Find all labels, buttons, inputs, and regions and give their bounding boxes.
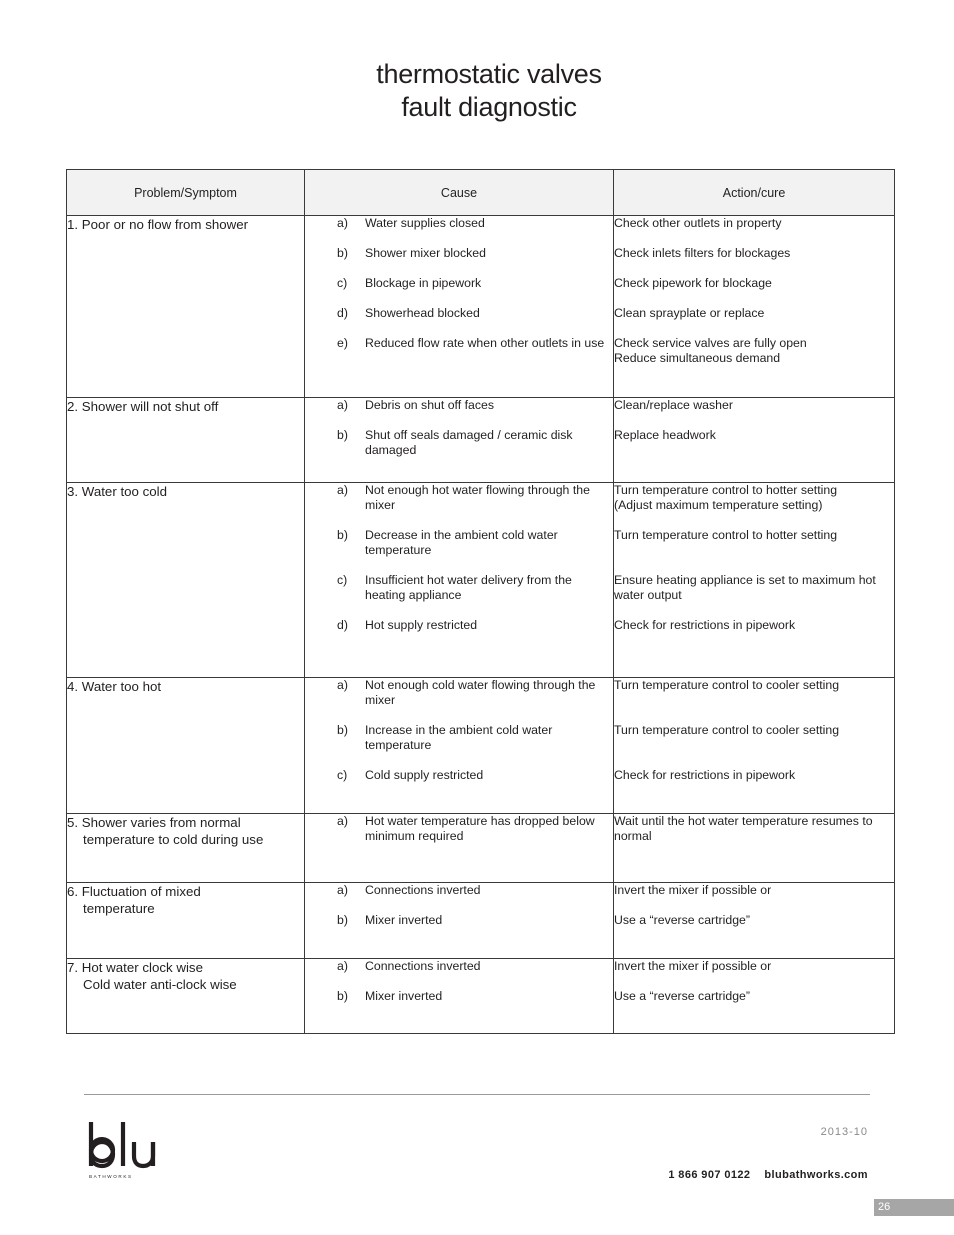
table-row [67,398,895,483]
cause-item [305,573,613,603]
cause-letter: d) [337,306,348,320]
cause-text: Not enough cold water flowing through the mixer [365,678,596,707]
cause-item [305,768,613,783]
action-item [614,723,894,753]
action-cell [614,483,895,678]
cause-letter: e) [337,336,348,350]
cause-item [305,276,613,291]
action-item [614,216,894,231]
svg-text:BATHWORKS: BATHWORKS [89,1174,133,1179]
cause-text: Increase in the ambient cold water temperature [365,723,553,752]
cause-text: Shut off seals damaged / ceramic disk damaged [365,428,573,457]
problem-cell [67,398,305,483]
action-item [614,989,894,1004]
cause-cell [305,483,614,678]
action-text: Turn temperature control to cooler setting [614,723,840,737]
cause-text: Mixer inverted [365,913,443,927]
cause-text: Not enough hot water flowing through the mixer [365,483,590,512]
cause-text: Mixer inverted [365,989,443,1003]
header-problem: Problem/Symptom [67,170,305,216]
cause-letter: c) [337,768,348,782]
problem-text: 3. Water too cold [67,484,168,499]
cause-text: Connections inverted [365,959,481,973]
cause-item [305,989,613,1004]
problem-text: 2. Shower will not shut off [67,399,219,414]
website-link[interactable]: blubathworks.com [764,1169,868,1181]
header-action: Action/cure [614,170,895,216]
cause-letter: a) [337,398,348,412]
action-text: Check service valves are fully open [614,336,807,350]
action-text: Check other outlets in property [614,216,782,230]
action-text: Turn temperature control to cooler setting [614,678,840,692]
cause-item [305,883,613,898]
cause-text: Water supplies closed [365,216,485,230]
cause-item [305,398,613,413]
action-item [614,276,894,291]
cause-letter: a) [337,483,348,497]
cause-item [305,723,613,753]
action-text: Replace headwork [614,428,716,442]
action-text: Turn temperature control to hotter setting [614,528,838,542]
action-item [614,768,894,783]
action-cell [614,398,895,483]
cause-text: Blockage in pipework [365,276,482,290]
action-item [614,336,894,366]
action-cell [614,216,895,398]
cause-letter: c) [337,276,348,290]
cause-letter: b) [337,989,348,1003]
title-line-1: thermostatic valves [376,59,602,89]
problem-cell [67,814,305,883]
table-row [67,483,895,678]
problem-cell [67,959,305,1034]
cause-letter: a) [337,678,348,692]
action-item [614,883,894,898]
cause-item [305,913,613,928]
cause-item [305,428,613,458]
action-text-continued: (Adjust maximum temperature setting) [614,498,823,512]
cause-letter: b) [337,913,348,927]
cause-text: Shower mixer blocked [365,246,486,260]
cause-text: Showerhead blocked [365,306,480,320]
action-item [614,428,894,458]
action-item [614,573,894,603]
problem-cell [67,216,305,398]
cause-letter: d) [337,618,348,632]
cause-text: Cold supply restricted [365,768,484,782]
action-item [614,913,894,928]
cause-cell [305,216,614,398]
table-row [67,216,895,398]
action-item [614,959,894,974]
cause-item [305,678,613,708]
cause-text: Decrease in the ambient cold water temperature [365,528,558,557]
cause-cell [305,883,614,959]
cause-item [305,959,613,974]
problem-cell [67,883,305,959]
cause-text: Insufficient hot water delivery from the heating appliance [365,573,572,602]
blu-bathworks-logo [88,1118,168,1180]
action-text: Check for restrictions in pipework [614,768,796,782]
cause-letter: a) [337,959,348,973]
table-row [67,814,895,883]
action-text: Turn temperature control to hotter setting [614,483,838,497]
cause-item [305,528,613,558]
header-cause: Cause [305,170,614,216]
cause-item [305,306,613,321]
problem-text: 4. Water too hot [67,679,162,694]
action-item [614,528,894,558]
problem-text: 6. Fluctuation of mixed [67,884,201,899]
cause-text: Hot supply restricted [365,618,478,632]
cause-letter: a) [337,814,348,828]
action-text: Check inlets filters for blockages [614,246,791,260]
action-text: Use a “reverse cartridge” [614,913,750,927]
cause-letter: b) [337,723,348,737]
page-number: 26 [874,1199,954,1216]
table-row [67,959,895,1034]
cause-cell [305,814,614,883]
cause-text: Reduced flow rate when other outlets in use [365,336,605,350]
action-item [614,483,894,513]
fault-diagnostic-table [66,169,895,1034]
cause-cell [305,959,614,1034]
problem-cell [67,678,305,814]
action-text: Check for restrictions in pipework [614,618,796,632]
action-text: Invert the mixer if possible or [614,883,772,897]
action-text: Check pipework for blockage [614,276,772,290]
footer-divider [84,1094,870,1095]
cause-text: Debris on shut off faces [365,398,494,412]
action-cell [614,883,895,959]
problem-text: 5. Shower varies from normal [67,815,241,830]
action-item [614,678,894,708]
page-title [0,58,954,124]
cause-text: Hot water temperature has dropped below minimum required [365,814,595,843]
cause-letter: b) [337,428,348,442]
action-text: Use a “reverse cartridge” [614,989,750,1003]
action-text: Clean/replace washer [614,398,733,412]
action-cell [614,959,895,1034]
phone-number: 1 866 907 0122 [668,1169,751,1181]
problem-text-continued: temperature to cold during use [83,832,264,847]
action-item [614,618,894,633]
table-header-row [67,170,895,216]
problem-text: 1. Poor or no flow from shower [67,217,249,232]
problem-text-continued: Cold water anti-clock wise [83,977,237,992]
problem-text-continued: temperature [83,901,155,916]
contact-line [668,1169,868,1181]
action-text: Ensure heating appliance is set to maximum hot water output [614,573,876,602]
cause-letter: a) [337,883,348,897]
action-text: Clean sprayplate or replace [614,306,765,320]
table-body [67,216,895,1034]
problem-cell [67,483,305,678]
action-cell [614,678,895,814]
cause-letter: a) [337,216,348,230]
cause-item [305,336,613,366]
table-row [67,883,895,959]
cause-cell [305,678,614,814]
action-item [614,814,894,844]
cause-text: Connections inverted [365,883,481,897]
cause-item [305,814,613,844]
action-item [614,246,894,261]
cause-item [305,216,613,231]
revision-date: 2013-10 [820,1126,868,1138]
cause-letter: b) [337,528,348,542]
action-text: Invert the mixer if possible or [614,959,772,973]
cause-letter: c) [337,573,348,587]
action-text: Wait until the hot water temperature resumes to normal [614,814,873,843]
table-row [67,678,895,814]
action-cell [614,814,895,883]
cause-item [305,246,613,261]
cause-item [305,483,613,513]
action-item [614,306,894,321]
cause-item [305,618,613,633]
title-line-2: fault diagnostic [401,92,577,122]
action-text-continued: Reduce simultaneous demand [614,351,781,365]
problem-text: 7. Hot water clock wise [67,960,203,975]
action-item [614,398,894,413]
cause-letter: b) [337,246,348,260]
cause-cell [305,398,614,483]
